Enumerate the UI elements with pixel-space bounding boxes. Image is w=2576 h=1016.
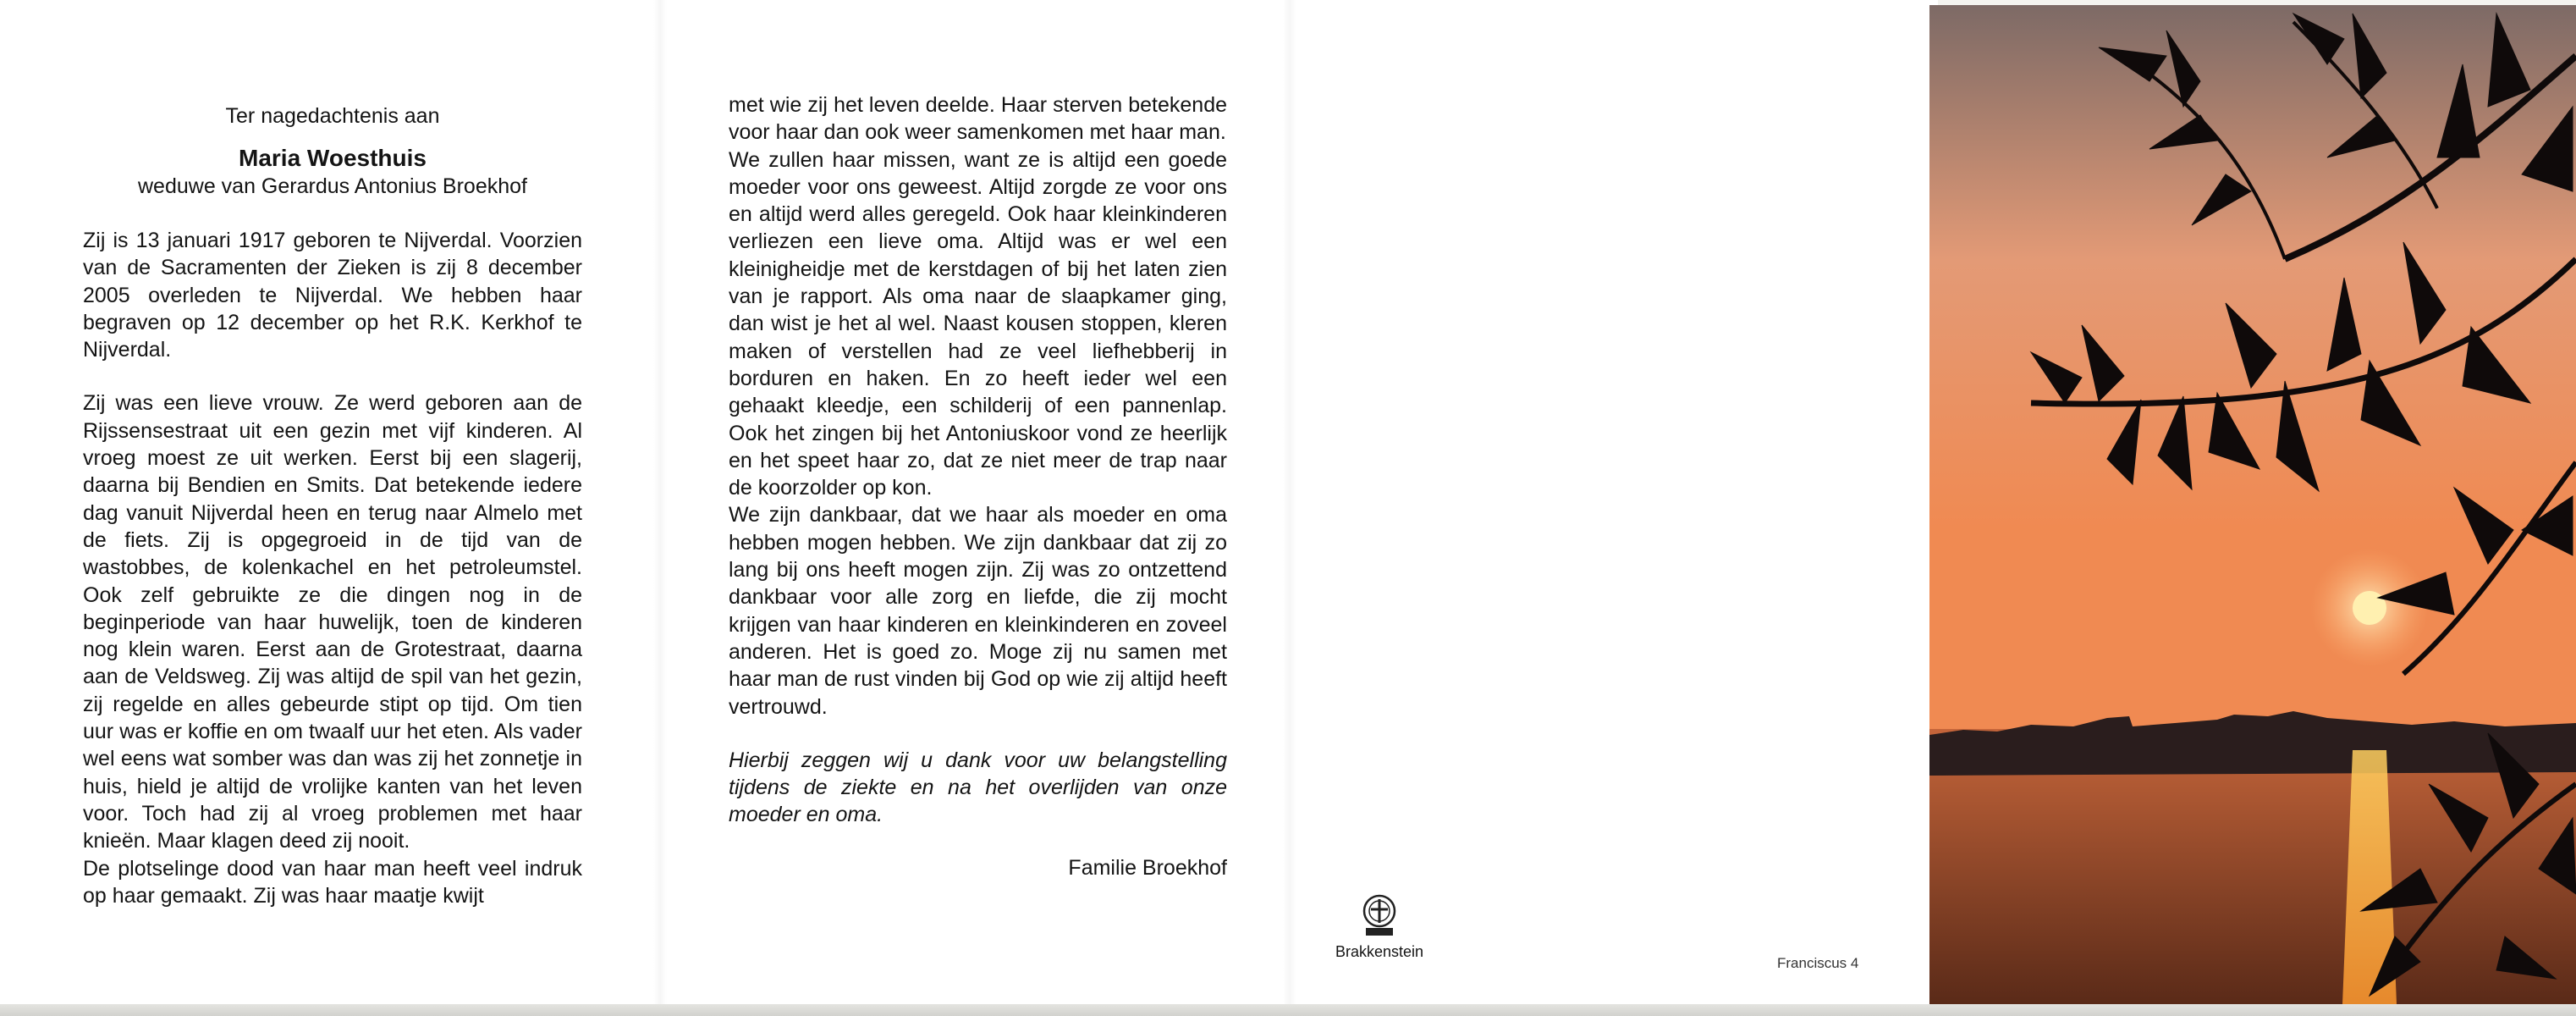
biography-continuation: met wie zij het leven deelde. Haar sterven betekende voor haar dan ook weer samenkomen met haar man.	[729, 93, 1227, 145]
intro-text: Ter nagedachtenis aan	[225, 104, 440, 128]
panel-middle	[729, 91, 1227, 881]
deceased-name: Maria Woesthuis	[239, 145, 427, 171]
panel-left	[83, 91, 582, 909]
series-label: Franciscus 4	[1777, 955, 1859, 971]
sunset-photo	[1929, 5, 2576, 1004]
family-signature: Familie Broekhof	[1068, 855, 1227, 880]
publisher-mark	[1320, 892, 1439, 962]
brakkenstein-logo-icon	[1361, 892, 1398, 938]
life-dates-paragraph: Zij is 13 januari 1917 geboren te Nijverdal. Voorzien van de Sacramenten der Zieken is zij 8 december 2005 overleden te Nijverdal. We hebben haar begraven op 12 december op het R.K. Kerkhof te Nijverdal.	[83, 229, 582, 362]
fold-line-left	[653, 0, 667, 1009]
publisher-name: Brakkenstein	[1335, 943, 1424, 960]
fold-line-right	[1283, 0, 1296, 1009]
sunset-photo-image	[1929, 5, 2576, 1004]
widow-of-line: weduwe van Gerardus Antonius Broekhof	[138, 174, 527, 198]
remembrance-paragraph: We zullen haar missen, want ze is altijd een goede moeder voor ons geweest. Altijd zorgde ze voor ons en altijd werd alles geregeld. Ook haar kleinkinderen verliezen een lieve oma. Altijd was er wel een kleinigheidje met de kerstdagen of bij het laten zien van je rapport. Als oma naar de slaapkamer ging, dan wist je het al wel. Naast kousen stoppen, kleren maken of verstellen had ze veel liefhebberij in borduren en haken. En zo heeft ieder wel een gehaakt kleedje, een schilderij of een pannenlap. Ook het zingen bij het Antoniuskoor vond ze heerlijk en het speet haar zo, dat ze niet meer de trap naar de koorzolder op kon.	[729, 147, 1227, 500]
card-bottom-edge	[0, 1004, 2576, 1016]
biography-paragraph: Zij was een lieve vrouw. Ze werd geboren aan de Rijssensestraat uit een gezin met vijf kinderen. Al vroeg moest ze uit werken. Eerst bij een slagerij, daarna bij Bendien en Smits. Dat betekende iedere dag vanuit Nijverdal heen en terug naar Almelo met de fiets. Zij is opgegroeid in de tijd van de wastobbes, de kolenkachel en het petroleumstel. Ook zelf gebruikte ze die dingen nog in de beginperiode van haar huwelijk, toen de kinderen nog klein waren. Eerst aan de Grotestraat, daarna aan de Veldsweg. Zij was altijd de spil van het gezin, zij regelde en alles gebeurde stipt op tijd. Om tien uur was er koffie en om twaalf uur het eten. Als vader wel eens wat somber was dan was zij het zonnetje in huis, hield je altijd de vrolijke kanten van het leven voor. Toch had zij al vroeg problemen met haar knieën. Maar klagen deed zij nooit.	[83, 391, 582, 853]
biography-continued-paragraph: De plotselinge dood van haar man heeft veel indruk op haar gemaakt. Zij was haar maatje kwijt	[83, 856, 582, 908]
gratitude-paragraph: We zijn dankbaar, dat we haar als moeder en oma hebben mogen hebben. We zijn dankbaar dat zij zo lang bij ons heeft mogen zijn. Zij was zo ontzettend dankbaar voor alle zorg en liefde, die zij mocht krijgen van haar kinderen en kleinkinderen en zoveel anderen. Het is goed zo. Moge zij nu samen met haar man de rust vinden bij God op wie zij altijd heeft vertrouwd.	[729, 503, 1227, 719]
thanks-note: Hierbij zeggen wij u dank voor uw belangstelling tijdens de ziekte en na het overlijden van onze moeder en oma.	[729, 748, 1227, 827]
